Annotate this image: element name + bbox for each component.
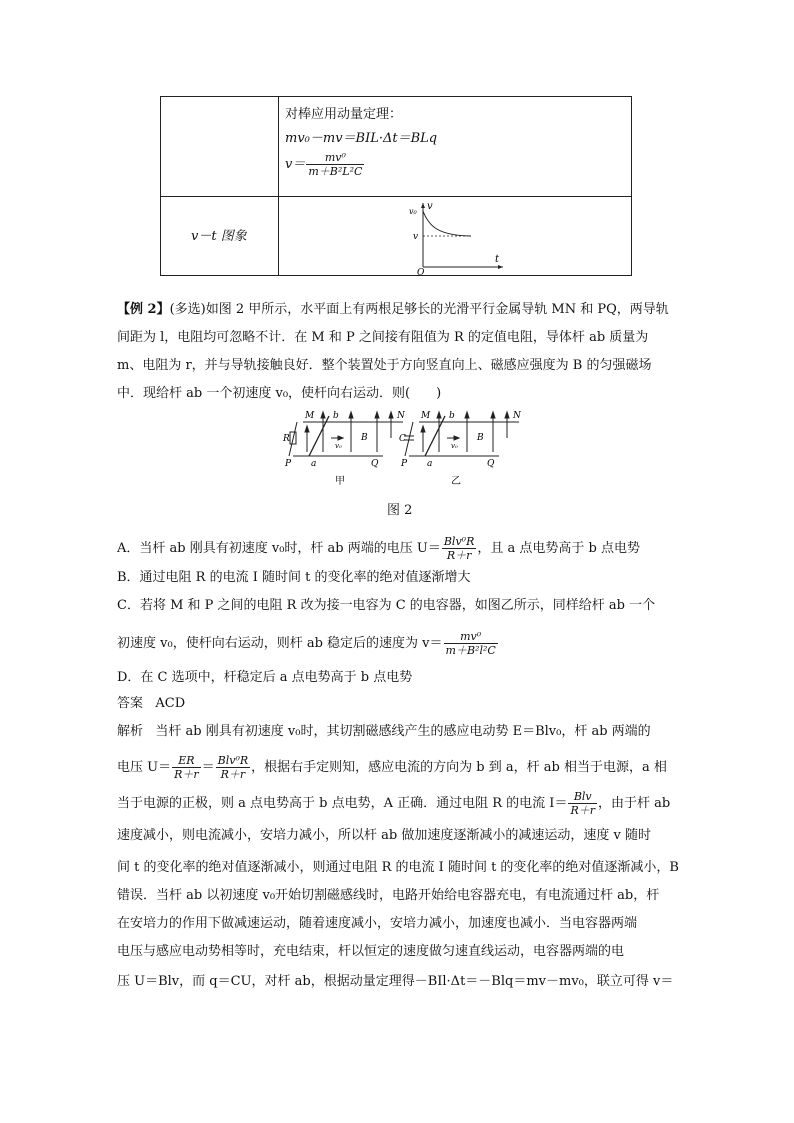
svg-text:P: P (401, 459, 408, 469)
answer (117, 694, 185, 714)
graph-v-axis-label: v (427, 201, 433, 212)
vt-graph (401, 199, 511, 275)
example-line-2: 间距为 l，电阻均可忽略不计．在 M 和 P 之间接有阻值为 R 的定值电阻，导体杆 ab 质量为 (117, 330, 649, 345)
svg-text:a: a (311, 459, 317, 469)
table-divider-horizontal (161, 196, 631, 197)
figure-title: 图 2 (387, 503, 413, 518)
svg-text:v₀: v₀ (335, 442, 342, 450)
row2-label: v－t 图象 (191, 229, 247, 244)
example-line-3: m、电阻为 r，并与导轨接触良好．整个装置处于方向竖直向上、磁感应强度为 B 的匀强磁场 (117, 358, 652, 373)
table-divider-vertical (278, 97, 279, 275)
analysis-line-4: 速度减小，则电流减小，安培力减小，所以杆 ab 做加速度逐渐减小的减速运动，速度 v 随时 (117, 828, 651, 843)
svg-text:M: M (305, 411, 315, 421)
option-c-line-2: 初速度 v₀，使杆向右运动，则杆 ab 稳定后的速度为 v＝ $\frac{\text{mv⁰}}{\text{m＋B²l²C}}$ (117, 630, 496, 657)
svg-text:B: B (477, 433, 484, 443)
row1-eq1: mv₀－mv＝BIL·Δt＝BLq (285, 131, 438, 146)
graph-v0-label: v₀ (409, 207, 417, 216)
option-a: A．当杆 ab 刚具有初速度 v₀时，杆 ab 两端的电压 U＝ $\frac{\text{Blv⁰R}}{R+r}$ ，且 a 点电势高于 b 点电势 (117, 535, 640, 562)
svg-text:b: b (333, 411, 339, 421)
svg-text:P: P (285, 459, 292, 469)
graph-origin-label: O (417, 268, 425, 275)
svg-text:v₀: v₀ (451, 442, 458, 450)
analysis-line-5: 间 t 的变化率的绝对值逐渐减小，则通过电阻 R 的电流 I 随时间 t 的变化率的绝对值逐渐减小，B (117, 860, 679, 875)
analysis-line-7: 在安培力的作用下做减速运动，随着速度减小，安培力减小，加速度也减小．当电容器两端 (117, 916, 638, 931)
analysis-line-6: 错误．当杆 ab 以初速度 v₀开始切割磁感线时，电路开始给电容器充电，有电流通过杆 ab，杆 (117, 888, 660, 903)
answer-value: ACD (155, 696, 186, 711)
analysis-line-1: 解析 当杆 ab 刚具有初速度 v₀时，其切割磁感线产生的感应电动势 E＝Blv₀，杆 ab 两端的 (117, 724, 651, 739)
svg-text:Q: Q (487, 459, 495, 469)
option-b: B．通过电阻 R 的电流 I 随时间 t 的变化率的绝对值逐渐增大 (117, 570, 471, 585)
figure-caption-jia: 甲 (335, 476, 345, 487)
analysis-line-3: 当于电源的正极，则 a 点电势高于 b 点电势，A 正确．通过电阻 R 的电流 I＝ $\frac{\text{Blv}}{R+r}$ ，由于杆 ab (117, 790, 671, 817)
option-c-line-1: C．若将 M 和 P 之间的电阻 R 改为接一电容为 C 的电容器，如图乙所示，同样给杆 ab 一个 (117, 598, 656, 613)
row1-eq2: v＝ $\frac{\text{mv⁰}}{\text{m＋B²L²C}}$ (285, 151, 363, 178)
svg-text:Q: Q (371, 459, 379, 469)
figure-right-yi (399, 411, 522, 487)
analysis-line-8: 电压与感应电动势相等时，充电结束，杆以恒定的速度做匀速直线运动，电容器两端的电 (117, 944, 625, 959)
svg-text:B: B (361, 433, 368, 443)
example-line-1: 【例 2】(多选)如图 2 甲所示，水平面上有两根足够长的光滑平行金属导轨 MN 和 PQ，两导轨 (117, 302, 669, 317)
figure-caption-yi: 乙 (451, 476, 461, 487)
svg-text:R: R (283, 434, 290, 444)
svg-text:N: N (397, 411, 405, 421)
example-line-4: 中．现给杆 ab 一个初速度 v₀，使杆向右运动．则( ) (117, 386, 442, 401)
example-tag: 【例 2】 (117, 302, 170, 317)
svg-text:b: b (449, 411, 455, 421)
figure-left-jia (283, 411, 406, 487)
analysis-label: 解析 (117, 724, 144, 739)
analysis-line-9: 压 U＝Blv，而 q＝CU，对杆 ab，根据动量定理得－BIl·Δt＝－Blq＝mv－mv₀，联立可得 v＝ (117, 974, 674, 989)
graph-v-label: v (413, 232, 419, 242)
answer-label: 答案 (117, 696, 144, 711)
svg-text:C: C (399, 434, 406, 444)
option-d: D．在 C 选项中，杆稳定后 a 点电势高于 b 点电势 (117, 670, 413, 685)
analysis-line-2: 电压 U＝ $\frac{ER}{R+r}$ ＝ $\frac{\text{Blv⁰R}}{R+r}$ ，根据右手定则知，感应电流的方向为 b 到 a，杆 ab 相当于电源，a 相 (117, 754, 667, 781)
row1-heading: 对棒应用动量定理： (285, 107, 403, 122)
summary-table (160, 96, 632, 276)
figure-2 (283, 408, 523, 492)
graph-t-axis-label: t (495, 254, 500, 265)
svg-text:a: a (427, 459, 433, 469)
svg-text:M: M (421, 411, 431, 421)
svg-text:N: N (513, 411, 521, 421)
